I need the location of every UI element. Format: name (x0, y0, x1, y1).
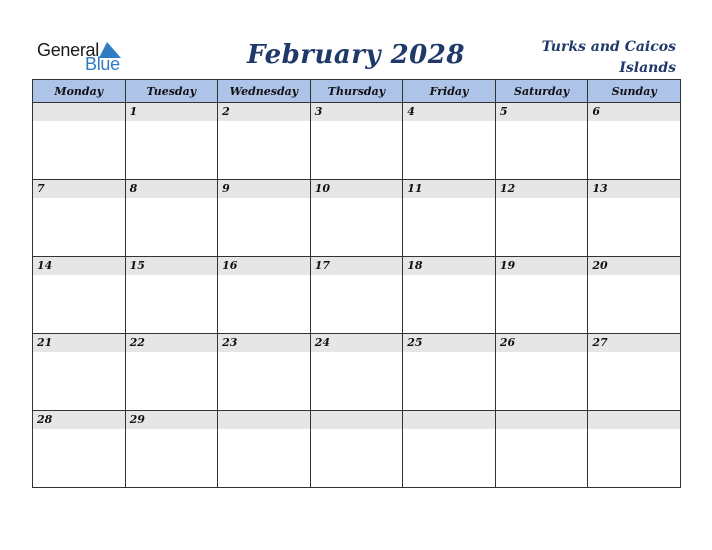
day-cell (125, 257, 218, 334)
day-number: 2 (218, 103, 310, 121)
day-cell (495, 334, 588, 411)
logo-word-blue: Blue (85, 54, 120, 74)
weekday-header: Tuesday (125, 80, 218, 103)
week-row (33, 103, 681, 180)
weekday-header: Saturday (495, 80, 588, 103)
day-cell (310, 103, 403, 180)
weekday-header: Monday (33, 80, 126, 103)
day-cell (495, 180, 588, 257)
day-cell (310, 180, 403, 257)
day-number: 6 (588, 103, 680, 121)
week-row (33, 334, 681, 411)
day-cell (33, 411, 126, 488)
day-number: 15 (126, 257, 218, 275)
day-cell (588, 257, 681, 334)
day-number: 10 (311, 180, 403, 198)
day-cell (33, 334, 126, 411)
day-number (311, 411, 403, 429)
day-number: 1 (126, 103, 218, 121)
day-cell (310, 334, 403, 411)
day-cell (495, 257, 588, 334)
day-number (218, 411, 310, 429)
day-number: 23 (218, 334, 310, 352)
day-number (403, 411, 495, 429)
day-number: 16 (218, 257, 310, 275)
day-number: 21 (33, 334, 125, 352)
day-number (588, 411, 680, 429)
day-number: 9 (218, 180, 310, 198)
day-number: 22 (126, 334, 218, 352)
day-number: 11 (403, 180, 495, 198)
day-number: 7 (33, 180, 125, 198)
day-cell (403, 180, 496, 257)
day-cell (33, 180, 126, 257)
day-cell (125, 411, 218, 488)
day-cell (403, 411, 496, 488)
day-number: 28 (33, 411, 125, 429)
day-cell (403, 334, 496, 411)
country-name: Turks and Caicos Islands (541, 39, 676, 76)
day-number: 27 (588, 334, 680, 352)
week-row (33, 257, 681, 334)
day-cell (588, 411, 681, 488)
day-cell (588, 180, 681, 257)
weekday-header-row (33, 80, 681, 103)
day-number: 13 (588, 180, 680, 198)
day-cell (218, 103, 311, 180)
day-cell (218, 411, 311, 488)
week-row (33, 411, 681, 488)
weekday-header: Thursday (310, 80, 403, 103)
day-cell (588, 334, 681, 411)
day-number: 29 (126, 411, 218, 429)
day-cell (218, 180, 311, 257)
day-cell (125, 180, 218, 257)
day-number: 26 (496, 334, 588, 352)
day-cell (125, 334, 218, 411)
calendar-grid (32, 79, 681, 488)
weekday-header: Sunday (588, 80, 681, 103)
day-number: 3 (311, 103, 403, 121)
day-cell (495, 103, 588, 180)
day-number: 20 (588, 257, 680, 275)
day-number: 14 (33, 257, 125, 275)
week-row (33, 180, 681, 257)
day-cell (310, 411, 403, 488)
day-cell (218, 334, 311, 411)
day-number: 12 (496, 180, 588, 198)
logo-word-general: General (37, 40, 99, 60)
day-cell (310, 257, 403, 334)
day-cell (403, 103, 496, 180)
weekday-header: Wednesday (218, 80, 311, 103)
day-number: 18 (403, 257, 495, 275)
day-cell (218, 257, 311, 334)
day-cell (125, 103, 218, 180)
day-cell (403, 257, 496, 334)
day-number: 17 (311, 257, 403, 275)
day-number: 24 (311, 334, 403, 352)
day-cell (33, 103, 126, 180)
day-number: 4 (403, 103, 495, 121)
day-cell (33, 257, 126, 334)
day-cell (588, 103, 681, 180)
day-number: 8 (126, 180, 218, 198)
day-number: 5 (496, 103, 588, 121)
day-number (496, 411, 588, 429)
day-cell (495, 411, 588, 488)
day-number (33, 103, 125, 121)
generalblue-logo (37, 40, 137, 74)
day-number: 25 (403, 334, 495, 352)
day-number: 19 (496, 257, 588, 275)
calendar-title: February 2028 (247, 40, 465, 70)
weekday-header: Friday (403, 80, 496, 103)
